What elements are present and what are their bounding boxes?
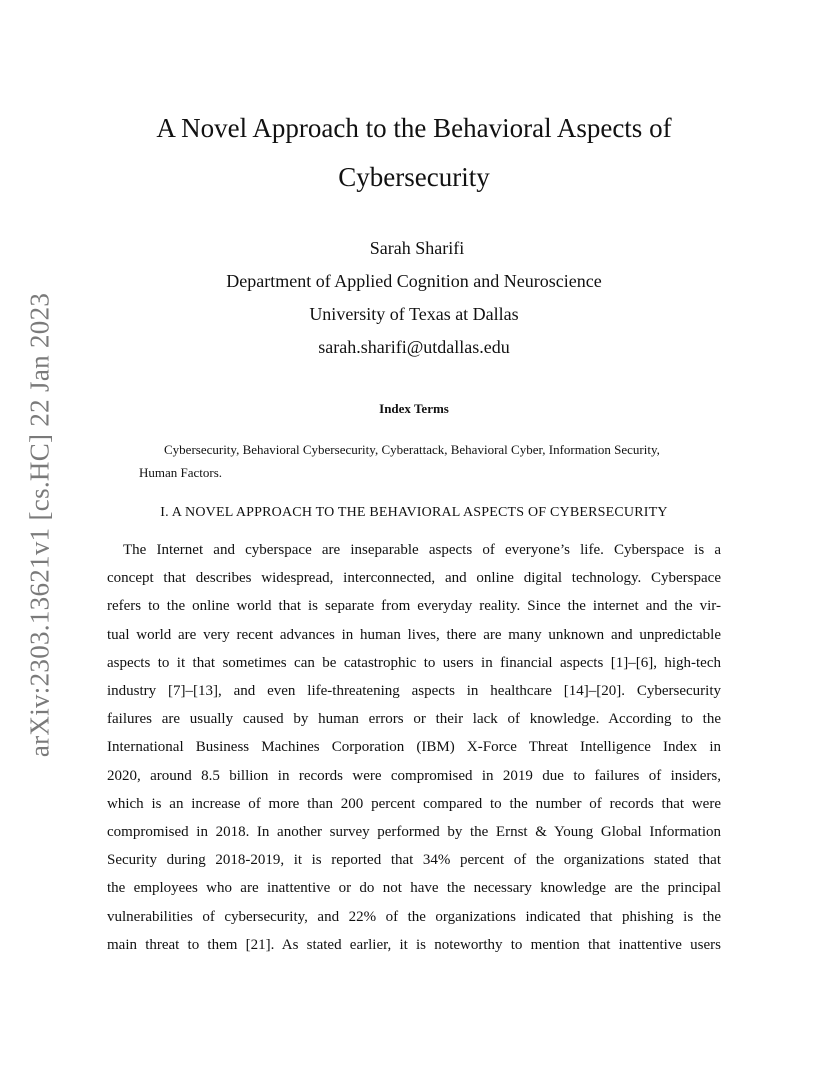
body-line: industry [7]–[13], and even life-threatening aspects in healthcare [14]–[20]. Cybersecurity bbox=[107, 683, 721, 700]
body-line: International Business Machines Corporation (IBM) X-Force Threat Intelligence Index in bbox=[107, 739, 721, 756]
body-line: Security during 2018-2019, it is reported that 34% percent of the organizations stated that bbox=[107, 852, 721, 869]
index-terms-heading: Index Terms bbox=[379, 401, 449, 416]
body-line: main threat to them [21]. As stated earlier, it is noteworthy to mention that inattentive users bbox=[107, 936, 721, 953]
author-block bbox=[0, 232, 828, 364]
author-department: Department of Applied Cognition and Neuroscience bbox=[226, 271, 602, 291]
author-university: University of Texas at Dallas bbox=[309, 304, 519, 324]
index-terms-line-1: Cybersecurity, Behavioral Cybersecurity, Cyberattack, Behavioral Cyber, Information Security, bbox=[164, 442, 660, 457]
index-terms-line-2: Human Factors. bbox=[139, 465, 223, 480]
author-email: sarah.sharifi@utdallas.edu bbox=[318, 337, 510, 357]
section-body bbox=[107, 536, 721, 959]
body-line: compromised in 2018. In another survey performed by the Ernst & Young Global Information bbox=[107, 824, 721, 841]
title-line-1: A Novel Approach to the Behavioral Aspects of bbox=[156, 113, 672, 143]
body-line: tual world are very recent advances in human lives, there are many unknown and unpredictable bbox=[107, 626, 721, 643]
body-line: The Internet and cyberspace are inseparable aspects of everyone’s life. Cyberspace is a bbox=[123, 542, 721, 558]
index-terms-body bbox=[139, 438, 699, 484]
body-line: which is an increase of more than 200 percent compared to the number of records that were bbox=[107, 795, 721, 812]
section-heading: I. A NOVEL APPROACH TO THE BEHAVIORAL ASPECTS OF CYBERSECURITY bbox=[160, 505, 668, 520]
body-line: refers to the online world that is separate from everyday reality. Since the internet and the vir- bbox=[107, 598, 721, 615]
body-line: vulnerabilities of cybersecurity, and 22% of the organizations indicated that phishing is the bbox=[107, 908, 721, 925]
body-line: failures are usually caused by human errors or their lack of knowledge. According to the bbox=[107, 711, 721, 728]
body-line: the employees who are inattentive or do not have the necessary knowledge are the principal bbox=[107, 880, 721, 897]
body-line: concept that describes widespread, interconnected, and online digital technology. Cyberspace bbox=[107, 570, 721, 587]
body-line: 2020, around 8.5 billion in records were compromised in 2019 due to failures of insiders, bbox=[107, 767, 721, 784]
author-name: Sarah Sharifi bbox=[369, 238, 465, 258]
body-line: aspects to it that sometimes can be catastrophic to users in financial aspects [1]–[6], high-tech bbox=[107, 654, 721, 671]
title-line-2: Cybersecurity bbox=[338, 162, 490, 192]
arxiv-stamp: arXiv:2303.13621v1 [cs.HC] 22 Jan 2023 bbox=[24, 292, 55, 758]
paper-title bbox=[0, 104, 828, 201]
